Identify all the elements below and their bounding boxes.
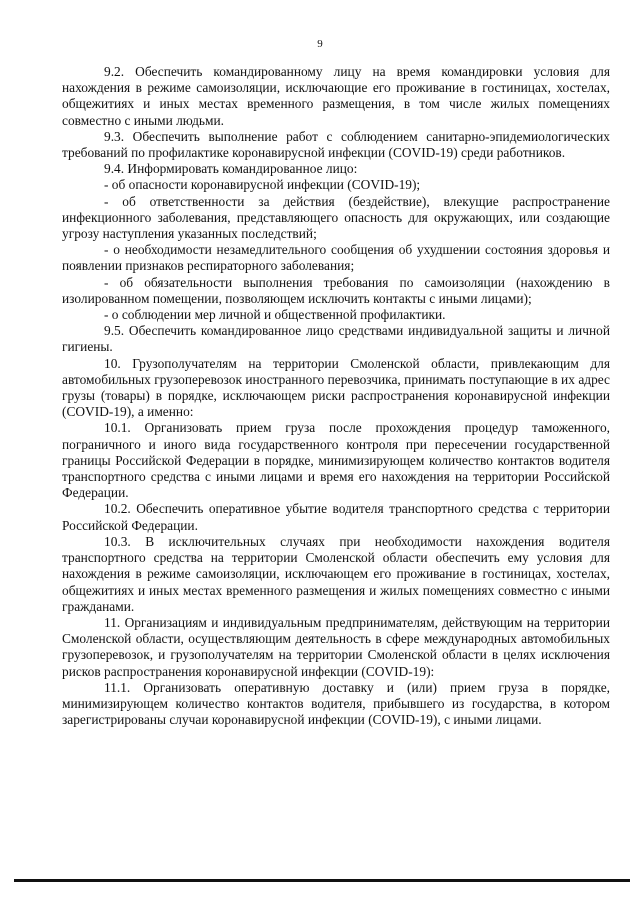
paragraph-10-2: 10.2. Обеспечить оперативное убытие водителя транспортного средства с территории Российской Федерации. [62, 501, 610, 533]
paragraph-9-3: 9.3. Обеспечить выполнение работ с соблюдением санитарно-эпидемиологических требований по профилактике коронавирусной инфекции (COVID-19) среди работников. [62, 128, 610, 161]
paragraph-10-3: 10.3. В исключительных случаях при необходимости нахождения водителя транспортного средства на территории Смоленской области обеспечить ему условия для нахождения в режиме самоизоляции, исключающем его проживание в гостиницах, хостелах, общежитиях и иных местах временного размещения и жилых помещениях совместно с иными гражданами. [62, 533, 610, 614]
bottom-divider [14, 879, 630, 882]
list-item-danger: - об опасности коронавирусной инфекции (COVID-19); [104, 177, 421, 193]
list-item-prevention: - о соблюдении мер личной и общественной профилактики. [104, 307, 446, 323]
paragraph-11: 11. Организациям и индивидуальным предпринимателям, действующим на территории Смоленской области, осуществляющим деятельность в сфере международных автомобильных грузоперевозок, и грузополучателям на территории Смоленской области в целях исключения рисков распространения коронавирусной инфекции (COVID-19): [62, 614, 610, 679]
list-item-report-health: - о необходимости незамедлительного сообщения об ухудшении состояния здоровья и появлении признаков респираторного заболевания; [62, 242, 610, 274]
paragraph-9-5: 9.5. Обеспечить командированное лицо средствами индивидуальной защиты и личной гигиены. [62, 323, 610, 355]
list-item-self-isolation: - об обязательности выполнения требования по самоизоляции (нахождению в изолированном помещении, позволяющем исключить контакты с иными лицами); [62, 274, 610, 306]
paragraph-10-1: 10.1. Организовать прием груза после прохождения процедур таможенного, пограничного и иного вида государственного контроля при пересечении государственной границы Российской Федерации в порядке, минимизирующем количество контактов водителя транспортного средства с иными лицами и время его нахождения на территории Российской Федерации. [62, 420, 610, 501]
paragraph-9-2: 9.2. Обеспечить командированному лицу на время командировки условия для нахождения в режиме самоизоляции, исключающие его проживание в гостиницах, хостелах, общежитиях и иных местах временного размещения, в том числе жилых помещениях совместно с иными людьми. [62, 64, 610, 128]
list-item-responsibility: - об ответственности за действия (бездействие), влекущие распространение инфекционного заболевания, представляющего опасность для окружающих, или создающие угрозу наступления указанных последствий; [62, 193, 610, 242]
page-number: 9 [317, 38, 323, 50]
document-body [62, 64, 610, 728]
paragraph-9-4: 9.4. Информировать командированное лицо: [104, 161, 358, 177]
paragraph-10: 10. Грузополучателям на территории Смоленской области, привлекающим для автомобильных грузоперевозок иностранного перевозчика, принимать поступающие в их адрес грузы (товары) в порядке, исключающем риски распространения коронавирусной инфекции (COVID-19), а именно: [62, 355, 610, 420]
paragraph-11-1: 11.1. Организовать оперативную доставку и (или) прием груза в порядке, минимизирующем количество контактов водителя, прибывшего из государства, в котором зарегистрированы случаи коронавирусной инфекции (COVID-19), с иными лицами. [62, 679, 610, 728]
